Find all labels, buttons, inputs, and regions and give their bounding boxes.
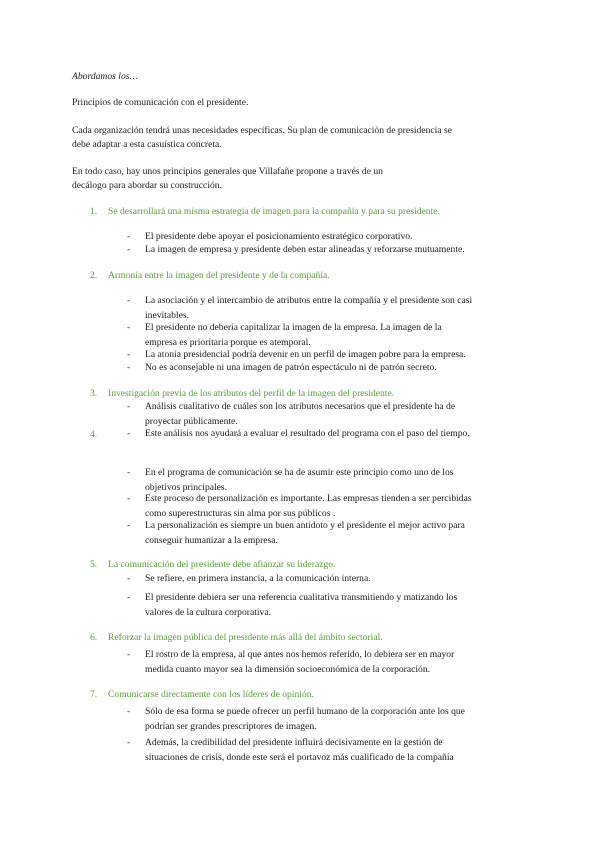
bullet-text: conseguir humanizar a la empresa. <box>145 535 278 546</box>
bullet-text: El presidente debe apoyar el posicionamiento estratégico corporativo. <box>145 231 413 242</box>
bullet-text: Análisis cualitativo de cuáles son los atributos necesarios que el presidente ha de <box>145 401 456 412</box>
bullet-text: La asociación y el intercambio de atributos entre la compañía y el presidente son casi <box>145 295 473 306</box>
bullet-text: valores de la cultura corporativa. <box>145 607 271 618</box>
bullet-dash: - <box>127 231 131 242</box>
paragraph-line: decálogo para abordar su construcción. <box>72 180 222 191</box>
principle-heading: Investigación previa de los atributos del perfil de la imagen del presidente. <box>108 388 395 399</box>
principle-number: 4. <box>90 429 98 440</box>
bullet-text: Este proceso de personalización es importante. Las empresas tienden a ser percibidas <box>145 493 472 504</box>
bullet-text: Además, la credibilidad del presidente influirá decisivamente en la gestión de <box>145 737 443 748</box>
bullet-dash: - <box>127 322 131 333</box>
bullet-text: Sólo de esa forma se puede ofrecer un perfil humano de la corporación ante los que <box>145 706 465 717</box>
principle-heading: Reforzar la imagen pública del presidente más allá del ámbito sectorial. <box>108 632 383 643</box>
bullet-dash: - <box>127 362 131 373</box>
bullet-text: El presidente debiera ser una referencia cualitativa transmitiendo y matizando los <box>145 592 458 603</box>
bullet-dash: - <box>127 493 131 504</box>
principle-number: 3. <box>90 388 98 399</box>
principle-heading: Se desarrollará una misma estrategia de imagen para la compañía y para su presidente. <box>108 206 440 217</box>
paragraph-line: debe adaptar a esta casuística concreta. <box>72 139 222 150</box>
bullet-dash: - <box>127 737 131 748</box>
bullet-dash: - <box>127 244 131 255</box>
principle-number: 6. <box>90 632 98 643</box>
bullet-text: medida cuanto mayor sea la dimensión socioeconómica de la corporación. <box>145 664 431 675</box>
bullet-text: objetivos principales. <box>145 482 228 493</box>
principle-heading: Comunicarse directamente con los líderes de opinión. <box>108 689 314 700</box>
principle-heading: Armonía entre la imagen del presidente y de la compañía. <box>108 270 330 281</box>
bullet-text: Se refiere, en primera instancia, a la comunicación interna. <box>145 573 371 584</box>
principle-number: 2. <box>90 270 98 281</box>
principle-heading: La comunicación del presidente debe afianzar su liderazgo. <box>108 559 336 570</box>
principle-number: 7. <box>90 689 98 700</box>
bullet-dash: - <box>127 649 131 660</box>
paragraph-line: Cada organización tendrá unas necesidades específicas. Su plan de comunicación de presidencia se <box>72 125 452 136</box>
principle-number: 5. <box>90 559 98 570</box>
page-title: Abordamos los… <box>72 71 139 82</box>
bullet-dash: - <box>127 592 131 603</box>
bullet-dash: - <box>127 706 131 717</box>
bullet-dash: - <box>127 428 131 439</box>
paragraph-line: En todo caso, hay unos principios generales que Villafañe propone a través de un <box>72 166 383 177</box>
bullet-text: La atonía presidencial podría devenir en un perfil de imagen pobre para la empresa. <box>145 349 466 360</box>
bullet-text: como superestructuras sin alma por sus públicos . <box>145 508 336 519</box>
bullet-text: La personalización es siempre un buen antídoto y el presidente el mejor activo para <box>145 520 465 531</box>
bullet-text: Este análisis nos ayudará a evaluar el resultado del programa con el paso del tiempo. <box>145 428 470 439</box>
bullet-text: empresa es prioritaria porque es atemporal. <box>145 337 311 348</box>
bullet-text: El presidente no debería capitalizar la imagen de la empresa. La imagen de la <box>145 322 442 333</box>
bullet-text: proyectar públicamente. <box>145 416 238 427</box>
bullet-text: inevitables. <box>145 310 189 321</box>
bullet-dash: - <box>127 520 131 531</box>
bullet-text: La imagen de empresa y presidente deben estar alineadas y reforzarse mutuamente. <box>145 244 465 255</box>
bullet-text: situaciones de crisis, donde este será el portavoz más cualificado de la compañía <box>145 752 454 763</box>
bullet-dash: - <box>127 295 131 306</box>
page-subtitle: Principios de comunicación con el presidente. <box>72 97 249 108</box>
bullet-dash: - <box>127 401 131 412</box>
bullet-dash: - <box>127 467 131 478</box>
bullet-dash: - <box>127 349 131 360</box>
bullet-text: En el programa de comunicación se ha de asumir este principio como uno de los <box>145 467 454 478</box>
bullet-dash: - <box>127 573 131 584</box>
bullet-text: podrían ser grandes prescriptores de imagen. <box>145 721 317 732</box>
bullet-text: El rostro de la empresa, al que antes nos hemos referido, lo debiera ser en mayor <box>145 649 455 660</box>
principle-number: 1. <box>90 206 98 217</box>
bullet-text: No es aconsejable ni una imagen de patrón espectáculo ni de patrón secreto. <box>145 362 437 373</box>
